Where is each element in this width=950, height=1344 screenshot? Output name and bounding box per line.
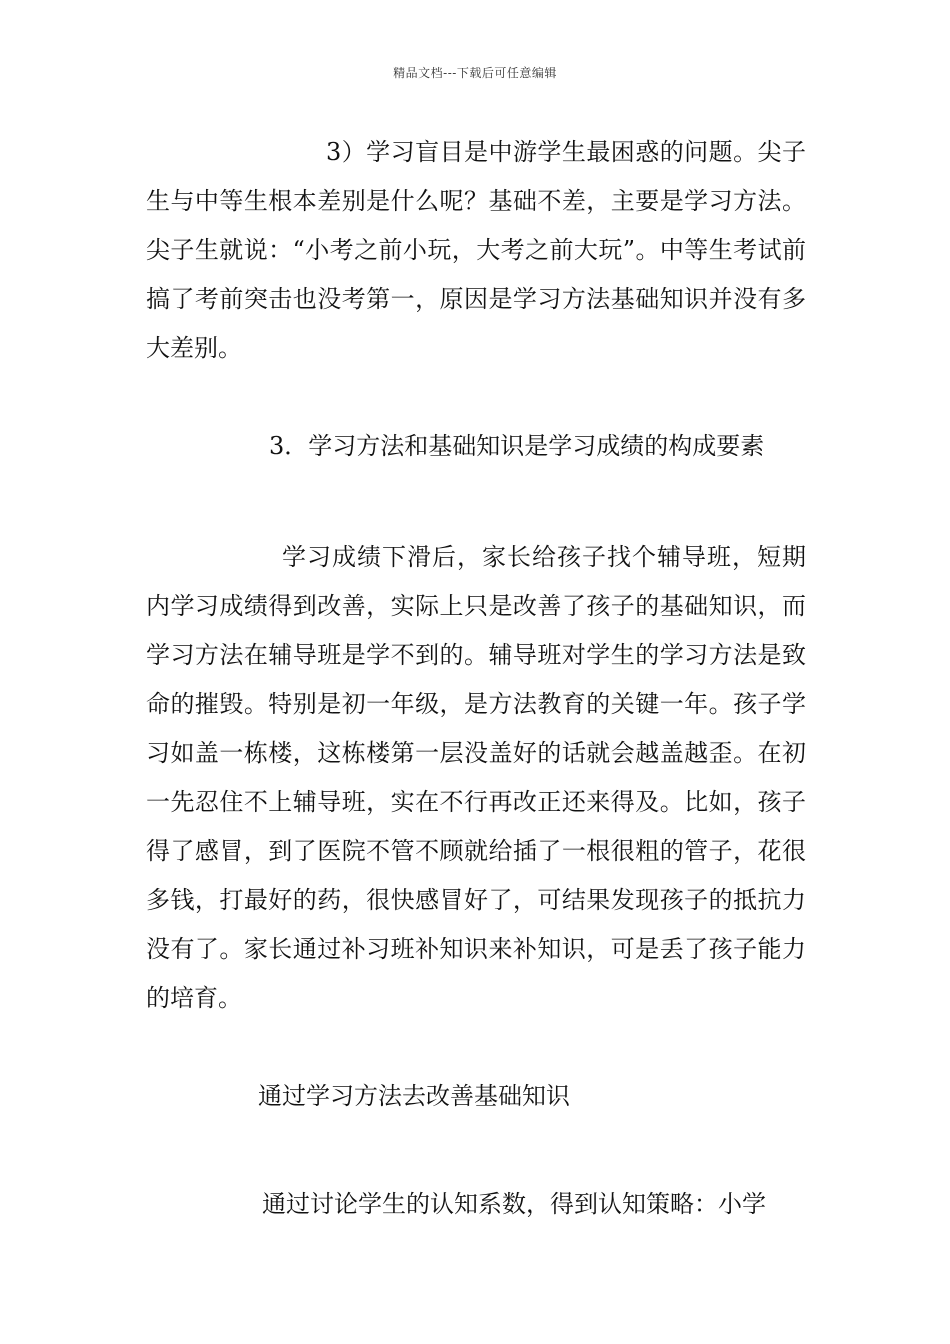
paragraph-learning-blindness: 3）学习盲目是中游学生最困惑的问题。尖子生与中等生根本差别是什么呢？基础不差，主要是学习方法。尖子生就说：“小考之前小玩，大考之前大玩”。中等生考试前搞了考前突击也没考第一，原因是学习方法基础知识并没有多大差别。 (146, 138, 806, 362)
paragraph-cognition: 通过讨论学生的认知系数，得到认知策略：小学 (262, 1190, 766, 1218)
paragraph-tutoring: 学习成绩下滑后，家长给孩子找个辅导班，短期内学习成绩得到改善，实际上只是改善了孩子的基础知识，而学习方法在辅导班是学不到的。辅导班对学生的学习方法是致命的摧毁。特别是初一年级，是方法教育的关键一年。孩子学习如盖一栋楼，这栋楼第一层没盖好的话就会越盖越歪。在初一先忍住不上辅导班，实在不行再改正还来得及。比如，孩子得了感冒，到了医院不管不顾就给插了一根很粗的管子，花很多钱，打最好的药，很快感冒好了，可结果发现孩子的抵抗力没有了。家长通过补习班补知识来补知识，可是丢了孩子能力的培育。 (146, 543, 806, 1012)
page-header: 精品文档---下载后可任意编辑 (393, 66, 557, 80)
section-heading-3: 3．学习方法和基础知识是学习成绩的构成要素 (269, 432, 765, 460)
document-body (146, 128, 806, 1229)
sub-heading-method: 通过学习方法去改善基础知识 (258, 1082, 570, 1110)
